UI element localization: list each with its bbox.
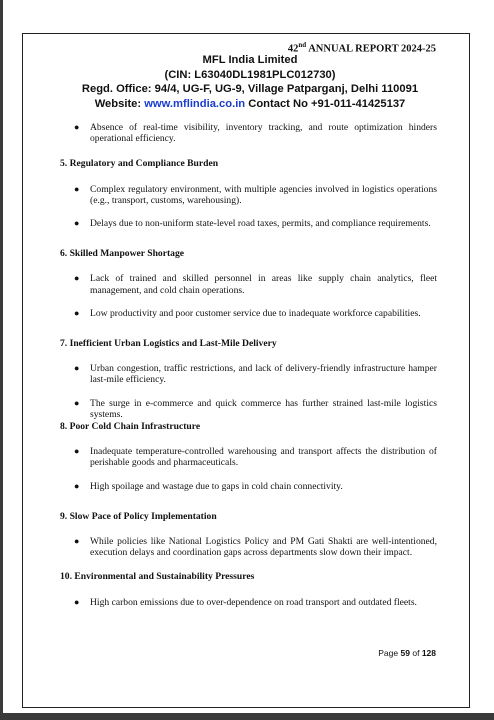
bullet-dot: ● xyxy=(74,480,80,491)
list-item xyxy=(60,273,437,295)
contact-line xyxy=(60,97,440,112)
list-item xyxy=(60,363,437,385)
website-link[interactable]: www.mflindia.co.in xyxy=(144,98,246,111)
bullet-dot: ● xyxy=(74,273,80,284)
list-item-text: High carbon emissions due to over-dependence on road transport and outdated fleets. xyxy=(90,596,417,608)
list-item xyxy=(60,218,437,229)
list-item-text: Lack of trained and skilled personnel in areas like supply chain analytics, fleet management, and cold chain operations. xyxy=(90,273,437,296)
page-current: 59 xyxy=(400,648,410,658)
company-header xyxy=(60,53,440,112)
bullet-dot: ● xyxy=(74,183,80,194)
section-heading: 6. Skilled Manpower Shortage xyxy=(60,248,185,260)
bottom-edge-bar xyxy=(0,713,494,720)
list-item-text: Absence of real-time visibility, inventory tracking, and route optimization hinders operational efficiency. xyxy=(90,122,437,145)
list-item xyxy=(60,398,437,420)
list-item xyxy=(60,597,437,608)
list-item-text: Delays due to non-uniform state-level road taxes, permits, and compliance requirements. xyxy=(90,218,431,230)
list-item-text: Urban congestion, traffic restrictions, and lack of delivery-friendly infrastructure hamper last-mile efficiency. xyxy=(90,363,437,386)
list-item-text: Inadequate temperature-controlled warehousing and transport affects the distribution of perishable goods and pharmaceuticals. xyxy=(90,446,437,469)
bullet-dot: ● xyxy=(74,122,80,132)
list-item xyxy=(60,122,437,144)
bullet-dot: ● xyxy=(74,218,80,229)
bullet-dot: ● xyxy=(74,363,80,374)
list-item-text: Complex regulatory environment, with multiple agencies involved in logistics operations (e.g., transport, customs, warehousing). xyxy=(90,183,437,206)
report-title: ANNUAL REPORT 2024-25 xyxy=(308,43,436,55)
list-item xyxy=(60,536,437,558)
list-item xyxy=(60,481,437,492)
list-item xyxy=(60,308,437,319)
website-label: Website: xyxy=(94,98,142,111)
company-name: MFL India Limited xyxy=(202,54,298,66)
registered-office: Regd. Office: 94/4, UG-F, UG-9, Village Patparganj, Delhi 110091 xyxy=(81,83,419,96)
bullet-dot: ● xyxy=(74,536,80,547)
section-heading: 8. Poor Cold Chain Infrastructure xyxy=(60,421,201,433)
contact-number: Contact No +91-011-41425137 xyxy=(248,98,406,111)
page-total: 128 xyxy=(421,648,436,658)
page-of: of xyxy=(412,648,420,658)
section-heading: 5. Regulatory and Compliance Burden xyxy=(60,158,219,170)
list-item-text: While policies like National Logistics Policy and PM Gati Shakti are well-intentioned, execution delays and coordination gaps across departments slow down their impact. xyxy=(90,536,437,559)
bullet-dot: ● xyxy=(74,307,80,318)
list-item-text: Low productivity and poor customer service due to inadequate workforce capabilities. xyxy=(90,307,421,319)
list-item-text: High spoilage and wastage due to gaps in cold chain connectivity. xyxy=(90,480,343,492)
list-item-text: The surge in e-commerce and quick commerce has further strained last-mile logistics systems. xyxy=(90,397,437,420)
section-heading: 9. Slow Pace of Policy Implementation xyxy=(60,510,217,522)
bullet-dot: ● xyxy=(74,397,80,408)
company-cin: (CIN: L63040DL1981PLC012730) xyxy=(164,68,336,81)
page-word: Page xyxy=(378,648,399,658)
bullet-dot: ● xyxy=(74,596,80,607)
section-heading: 10. Environmental and Sustainability Pressures xyxy=(60,571,255,583)
section-heading: 7. Inefficient Urban Logistics and Last-Mile Delivery xyxy=(60,338,277,350)
left-edge-bar xyxy=(0,0,3,720)
list-item xyxy=(60,446,437,468)
report-ordinal-suffix: nd xyxy=(298,41,307,49)
bullet-dot: ● xyxy=(74,446,80,457)
report-ordinal: 42 xyxy=(287,43,299,55)
page-content xyxy=(60,120,437,608)
list-item xyxy=(60,184,437,206)
page-number xyxy=(378,648,436,658)
